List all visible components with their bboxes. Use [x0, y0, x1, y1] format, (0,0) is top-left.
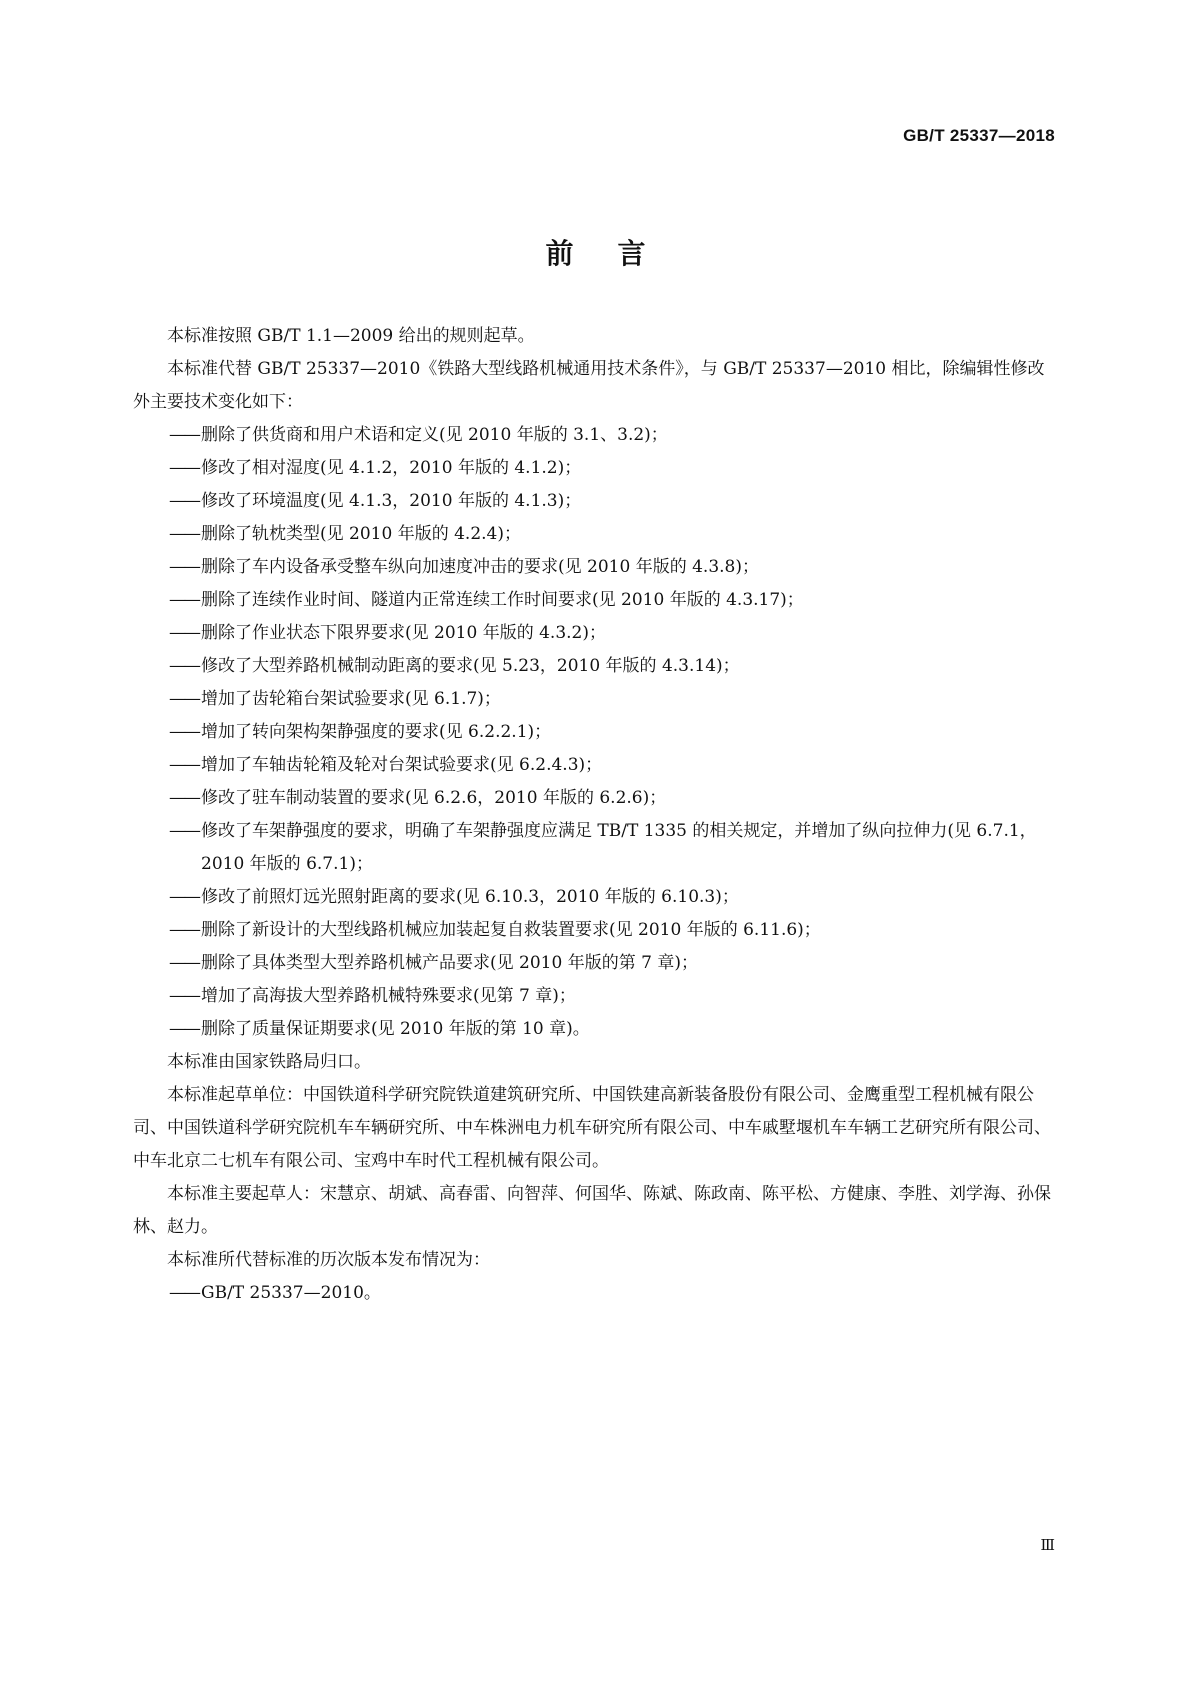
list-item: —— 删除了轨枕类型(见 2010 年版的 4.2.4)； — [133, 518, 1058, 551]
dash-bullet: —— — [169, 788, 199, 808]
list-item: —— 修改了前照灯远光照射距离的要求(见 6.10.3，2010 年版的 6.10.3)； — [133, 881, 1058, 914]
page-number: Ⅲ — [1040, 1536, 1055, 1554]
dash-bullet: —— — [169, 755, 199, 775]
dash-bullet: —— — [169, 722, 199, 742]
list-item: —— 删除了车内设备承受整车纵向加速度冲击的要求(见 2010 年版的 4.3.8)； — [133, 551, 1058, 584]
list-item: —— 修改了环境温度(见 4.1.3，2010 年版的 4.1.3)； — [133, 485, 1058, 518]
dash-bullet: —— — [169, 821, 199, 841]
list-item: —— 删除了质量保证期要求(见 2010 年版的第 10 章)。 — [133, 1013, 1058, 1046]
list-item: —— 修改了车架静强度的要求，明确了车架静强度应满足 TB/T 1335 的相关规定，并增加了纵向拉伸力(见 6.7.1，2010 年版的 6.7.1)； — [133, 815, 1058, 881]
dash-bullet: —— — [169, 425, 199, 445]
dash-bullet: —— — [169, 656, 199, 676]
dash-bullet: —— — [169, 887, 199, 907]
list-item: —— 删除了具体类型大型养路机械产品要求(见 2010 年版的第 7 章)； — [133, 947, 1058, 980]
list-item: —— 删除了供货商和用户术语和定义(见 2010 年版的 3.1、3.2)； — [133, 419, 1058, 452]
dash-bullet: —— — [169, 590, 199, 610]
list-item: —— 增加了转向架构架静强度的要求(见 6.2.2.1)； — [133, 716, 1058, 749]
dash-bullet: —— — [169, 953, 199, 973]
list-item: —— 修改了大型养路机械制动距离的要求(见 5.23，2010 年版的 4.3.14)； — [133, 650, 1058, 683]
standard-code: GB/T 25337—2018 — [903, 126, 1055, 145]
paragraph-history-intro: 本标准所代替标准的历次版本发布情况为： — [167, 1250, 490, 1270]
paragraph-drafting-rules: 本标准按照 GB/T 1.1—2009 给出的规则起草。 — [167, 326, 535, 346]
history-item: —— GB/T 25337—2010。 — [133, 1277, 1058, 1310]
list-item: —— 删除了作业状态下限界要求(见 2010 年版的 4.3.2)； — [133, 617, 1058, 650]
paragraph-administration: 本标准由国家铁路局归口。 — [167, 1052, 371, 1072]
dash-bullet: —— — [169, 491, 199, 511]
foreword-body — [133, 320, 1058, 1310]
paragraph-drafting-units: 本标准起草单位：中国铁道科学研究院铁道建筑研究所、中国铁建高新装备股份有限公司、金鹰重型工程机械有限公司、中国铁道科学研究院机车车辆研究所、中车株洲电力机车研究所有限公司、中车戚墅堰机车车辆工艺研究所有限公司、中车北京二七机车有限公司、宝鸡中车时代工程机械有限公司。 — [133, 1085, 1051, 1171]
list-item: —— 修改了驻车制动装置的要求(见 6.2.6，2010 年版的 6.2.6)； — [133, 782, 1058, 815]
dash-bullet: —— — [169, 524, 199, 544]
dash-bullet: —— — [169, 920, 199, 940]
dash-bullet: —— — [169, 557, 199, 577]
dash-bullet: —— — [169, 623, 199, 643]
list-item: —— 删除了连续作业时间、隧道内正常连续工作时间要求(见 2010 年版的 4.3.17)； — [133, 584, 1058, 617]
changes-list — [133, 419, 1058, 1046]
dash-bullet: —— — [169, 986, 199, 1006]
dash-bullet: —— — [169, 1283, 199, 1303]
dash-bullet: —— — [169, 689, 199, 709]
list-item: —— 修改了相对湿度(见 4.1.2，2010 年版的 4.1.2)； — [133, 452, 1058, 485]
list-item: —— 删除了新设计的大型线路机械应加装起复自救装置要求(见 2010 年版的 6.11.6)； — [133, 914, 1058, 947]
paragraph-replacement: 本标准代替 GB/T 25337—2010《铁路大型线路机械通用技术条件》，与 GB/T 25337—2010 相比，除编辑性修改外主要技术变化如下： — [133, 359, 1045, 412]
paragraph-drafters: 本标准主要起草人：宋慧京、胡斌、高春雷、向智萍、何国华、陈斌、陈政南、陈平松、方健康、李胜、刘学海、孙保林、赵力。 — [133, 1184, 1051, 1237]
list-item: —— 增加了高海拔大型养路机械特殊要求(见第 7 章)； — [133, 980, 1058, 1013]
list-item: —— 增加了齿轮箱台架试验要求(见 6.1.7)； — [133, 683, 1058, 716]
list-item: —— 增加了车轴齿轮箱及轮对台架试验要求(见 6.2.4.3)； — [133, 749, 1058, 782]
dash-bullet: —— — [169, 1019, 199, 1039]
dash-bullet: —— — [169, 458, 199, 478]
page-title: 前言 — [545, 237, 690, 270]
